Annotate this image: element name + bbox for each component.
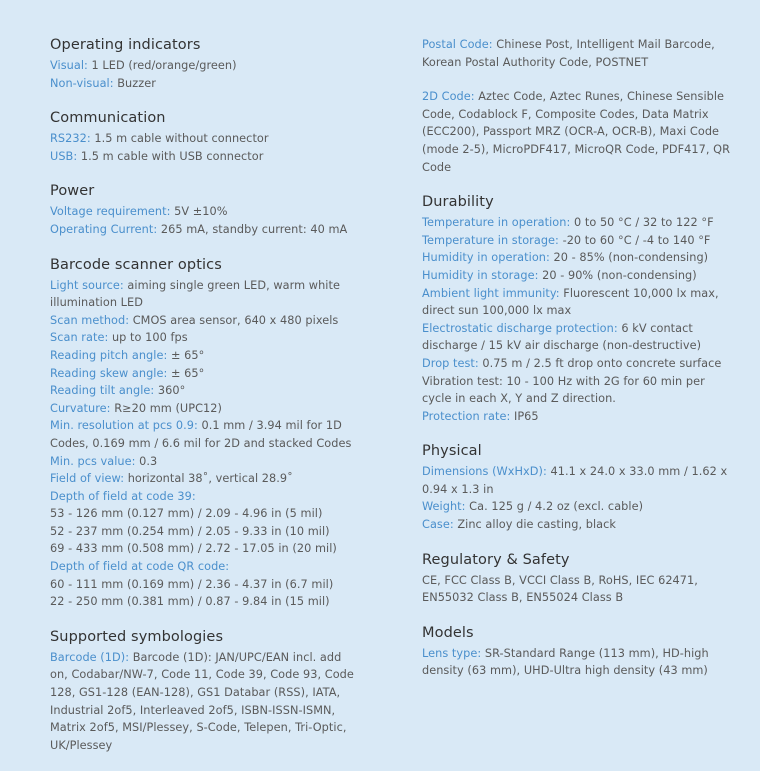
section-title: Supported symbologies — [50, 628, 224, 645]
spec-label: Reading tilt angle: — [50, 384, 155, 398]
spec-label: Electrostatic discharge protection: — [422, 321, 618, 335]
section-power — [50, 182, 356, 238]
section-title: Models — [422, 624, 474, 641]
spec-label: Dimensions (WxHxD): — [422, 465, 547, 479]
spec-row — [422, 408, 732, 426]
spec-label: Case: — [422, 518, 454, 532]
spec-label: Drop test: — [422, 356, 479, 370]
spec-label: Min. pcs value: — [50, 454, 136, 468]
spec-value: 60 - 111 mm (0.169 mm) / 2.36 - 4.37 in (6.7 mil) — [50, 577, 334, 591]
spec-row — [422, 36, 732, 71]
section-barcode-scanner-optics — [50, 256, 356, 611]
spec-value: Barcode (1D): JAN/UPC/EAN incl. add on, Codabar/NW-7, Code 11, Code 39, Code 93, Code 128, GS1-128 (EAN-128), GS1 Databar (RSS), IATA, Industrial 2of5, Interleaved 2of5, ISBN-ISSN-ISMN, Matrix 2of5, MSI/Plessey, S-Code, Telepen, Tri-Optic, UK/Plessey — [50, 650, 354, 752]
spec-label: Light source: — [50, 278, 124, 292]
section-operating-indicators — [50, 36, 356, 92]
spec-row — [50, 523, 356, 541]
spec-label: Reading skew angle: — [50, 366, 168, 380]
spec-value: Zinc alloy die casting, black — [453, 518, 616, 532]
spec-row — [422, 498, 732, 516]
section-title: Physical — [422, 443, 482, 460]
spec-row — [50, 329, 356, 347]
spec-label: Visual: — [50, 59, 88, 72]
spec-row — [50, 649, 356, 755]
spec-row — [422, 285, 732, 320]
spec-row — [422, 645, 732, 680]
spec-row — [50, 148, 356, 166]
spec-row — [50, 382, 356, 400]
section-physical — [422, 442, 732, 533]
spec-row — [50, 203, 356, 221]
spec-label: Ambient light immunity: — [422, 286, 560, 300]
spec-label: Temperature in operation: — [422, 216, 571, 230]
spec-value: SR-Standard Range (113 mm), HD-high density (63 mm), UHD-Ultra high density (43 mm) — [422, 646, 709, 678]
spec-row — [50, 347, 356, 365]
spec-value: CMOS area sensor, 640 x 480 pixels — [129, 313, 339, 327]
section-regulatory-safety — [422, 551, 732, 607]
spec-value: aiming single green LED, warm white illumination LED — [50, 278, 340, 310]
spec-value: ± 65° — [167, 366, 205, 380]
spec-row — [50, 75, 356, 93]
spec-label: Voltage requirement: — [50, 205, 171, 219]
spec-value: horizontal 38˚, vertical 28.9˚ — [124, 472, 293, 486]
spec-label: Barcode (1D): — [50, 650, 130, 664]
section-title: Power — [50, 183, 95, 200]
spec-row — [422, 373, 732, 408]
spec-row — [422, 320, 732, 355]
spec-value: IP65 — [510, 409, 539, 423]
spec-label: Reading pitch angle: — [50, 348, 168, 362]
spec-value: 265 mA, standby current: 40 mA — [157, 222, 348, 236]
spec-value: 1.5 m cable without connector — [90, 132, 269, 146]
spec-label: Scan rate: — [50, 331, 109, 345]
spec-value: Aztec Code, Aztec Runes, Chinese Sensible Code, Codablock F, Composite Codes, Data Matrix (ECC200), Passport MRZ (OCR-A, OCR-B), Maxi Code (mode 2-5), MicroPDF417, MicroQR Code, PDF417, QR Code — [422, 90, 731, 174]
spec-row — [50, 221, 356, 239]
spec-value: 1.5 m cable with USB connector — [77, 149, 264, 163]
spec-value: 41.1 x 24.0 x 33.0 mm / 1.62 x 0.94 x 1.3 in — [422, 465, 728, 496]
spec-label: Postal Code: — [422, 38, 493, 51]
spec-label: Weight: — [422, 500, 466, 514]
spec-value: up to 100 fps — [108, 331, 188, 345]
spec-value: 1 LED (red/orange/green) — [87, 59, 237, 72]
spec-value: 6 kV contact discharge / 15 kV air discharge (non-destructive) — [422, 321, 702, 353]
spec-label: Lens type: — [422, 646, 482, 660]
spec-row — [50, 593, 356, 611]
spec-label: Temperature in storage: — [422, 233, 559, 247]
section-title: Barcode scanner optics — [50, 256, 222, 273]
spec-label: 2D Code: — [422, 90, 475, 104]
spec-label: Field of view: — [50, 472, 125, 486]
spec-row — [50, 417, 356, 452]
spec-row — [50, 57, 356, 75]
spec-value: 53 - 126 mm (0.127 mm) / 2.09 - 4.96 in (5 mil) — [50, 507, 323, 521]
spec-value: 20 - 90% (non-condensing) — [538, 268, 697, 282]
spec-row — [50, 277, 356, 312]
spec-label: Min. resolution at pcs 0.9: — [50, 419, 198, 433]
section-title: Operating indicators — [50, 37, 201, 53]
spec-value: Buzzer — [113, 76, 156, 90]
spec-row — [422, 267, 732, 285]
spec-row — [50, 365, 356, 383]
section-communication — [50, 109, 356, 165]
section-continued-0 — [422, 36, 732, 71]
spec-value: 0.1 mm / 3.94 mil for 1D Codes, 0.169 mm / 6.6 mil for 2D and stacked Codes — [50, 419, 352, 450]
section-models — [422, 624, 732, 680]
spec-label: Humidity in operation: — [422, 251, 550, 265]
right-column — [422, 36, 732, 697]
spec-row — [50, 312, 356, 330]
spec-row — [50, 576, 356, 594]
spec-value: -20 to 60 °C / -4 to 140 °F — [558, 233, 711, 247]
spec-value: 0 to 50 °C / 32 to 122 °F — [570, 216, 714, 230]
spec-value: 22 - 250 mm (0.381 mm) / 0.87 - 9.84 in (15 mil) — [50, 595, 330, 609]
spec-row — [50, 130, 356, 148]
spec-label: Scan method: — [50, 313, 130, 327]
spec-row — [50, 400, 356, 418]
spec-value: ± 65° — [167, 348, 205, 362]
spec-row — [50, 453, 356, 471]
spec-row — [50, 505, 356, 523]
spec-label: Depth of field at code QR code: — [50, 560, 230, 574]
spec-label: Operating Current: — [50, 222, 158, 236]
spec-row — [422, 249, 732, 267]
spec-label: Curvature: — [50, 401, 111, 415]
spec-label: USB: — [50, 149, 78, 163]
spec-value: Vibration test: 10 - 100 Hz with 2G for 60 min per cycle in each X, Y and Z direction. — [422, 374, 705, 406]
spec-value: 360° — [154, 384, 186, 398]
section-title: Durability — [422, 194, 494, 211]
spec-row — [422, 463, 732, 498]
spec-value: Ca. 125 g / 4.2 oz (excl. cable) — [465, 500, 644, 514]
section-supported-symbologies — [50, 628, 356, 755]
section-title: Regulatory & Safety — [422, 551, 570, 568]
spec-label: Protection rate: — [422, 409, 511, 423]
left-column — [50, 36, 356, 771]
spec-label: RS232: — [50, 132, 91, 146]
spec-value: 0.3 — [135, 454, 158, 468]
spec-row — [50, 558, 356, 576]
spec-row — [422, 355, 732, 373]
spec-value: CE, FCC Class B, VCCI Class B, RoHS, IEC 62471, EN55032 Class B, EN55024 Class B — [422, 573, 698, 605]
spec-row — [50, 540, 356, 558]
spec-value: Chinese Post, Intelligent Mail Barcode, Korean Postal Authority Code, POSTNET — [422, 38, 715, 69]
spec-value: 0.75 m / 2.5 ft drop onto concrete surface — [478, 356, 722, 370]
spec-label: Humidity in storage: — [422, 268, 539, 282]
spec-label: Depth of field at code 39: — [50, 489, 196, 503]
spec-row — [422, 516, 732, 534]
section-title: Communication — [50, 110, 166, 127]
section-durability — [422, 193, 732, 425]
spec-value: 69 - 433 mm (0.508 mm) / 2.72 - 17.05 in (20 mil) — [50, 542, 337, 556]
spec-value: 5V ±10% — [170, 205, 228, 219]
spec-value: 52 - 237 mm (0.254 mm) / 2.05 - 9.33 in (10 mil) — [50, 524, 330, 538]
spec-value: 20 - 85% (non-condensing) — [549, 251, 709, 265]
spec-value: R≥20 mm (UPC12) — [110, 401, 222, 415]
spec-row — [422, 214, 732, 232]
spec-label: Non-visual: — [50, 76, 114, 90]
spec-row — [422, 88, 732, 176]
spec-row — [422, 232, 732, 250]
section-continued-1 — [422, 88, 732, 176]
spec-row — [50, 488, 356, 506]
spec-row — [50, 470, 356, 488]
spec-row — [422, 572, 732, 607]
spec-value: Fluorescent 10,000 lx max, direct sun 100,000 lx max — [422, 286, 719, 318]
